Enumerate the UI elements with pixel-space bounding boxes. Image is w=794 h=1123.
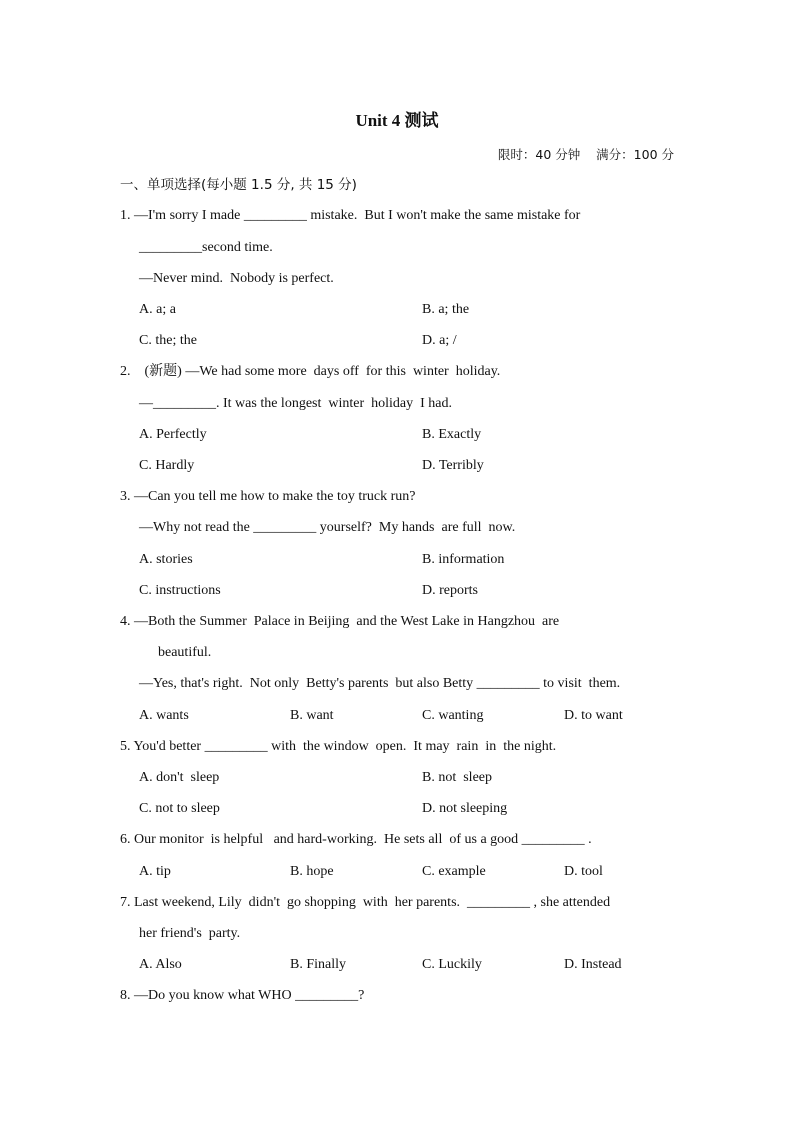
question-3-option-a: A. stories (139, 552, 193, 567)
question-4-option-a: A. wants (139, 708, 189, 723)
question-2-option-c: C. Hardly (139, 458, 195, 473)
question-2-option-d: D. Terribly (422, 458, 484, 473)
question-1-option-a: A. a; a (139, 302, 176, 317)
question-5-line-1: 5. You'd better _________ with the window open. It may rain in the night. (120, 739, 557, 754)
question-8-line-1: 8. —Do you know what WHO _________? (120, 988, 365, 1003)
question-7-option-d: D. Instead (564, 957, 622, 972)
question-4-line-2: beautiful. (158, 645, 212, 660)
question-4-option-c: C. wanting (422, 708, 484, 723)
question-5-option-a: A. don't sleep (139, 770, 220, 785)
question-7-option-b: B. Finally (290, 957, 347, 972)
time-score-info: 限时：40 分钟 满分：100 分 (497, 147, 674, 162)
question-3-option-b: B. information (422, 552, 505, 567)
question-1-option-d: D. a; / (422, 333, 457, 348)
question-7-option-c: C. Luckily (422, 957, 482, 972)
question-3-line-1: 3. —Can you tell me how to make the toy truck run? (120, 489, 416, 504)
question-5-option-b: B. not sleep (422, 770, 492, 785)
question-2-option-b: B. Exactly (422, 427, 482, 442)
question-6-line-1: 6. Our monitor is helpful and hard-working. He sets all of us a good _________ . (120, 832, 592, 847)
question-5-option-c: C. not to sleep (139, 801, 220, 816)
question-2-line-1: 2. (新题) —We had some more days off for this winter holiday. (120, 364, 501, 379)
page-title: Unit 4 测试 (355, 111, 439, 130)
question-7-option-a: A. Also (139, 957, 182, 972)
question-3-option-d: D. reports (422, 583, 478, 598)
question-1-option-c: C. the; the (139, 333, 197, 348)
question-2-line-2: —_________. It was the longest winter holiday I had. (139, 396, 453, 411)
question-6-option-a: A. tip (139, 864, 171, 879)
question-3-option-c: C. instructions (139, 583, 221, 598)
question-3-line-2: —Why not read the _________ yourself? My hands are full now. (139, 520, 516, 535)
question-4-option-d: D. to want (564, 708, 623, 723)
question-6-option-d: D. tool (564, 864, 603, 879)
section-heading: 一、单项选择(每小题 1.5 分, 共 15 分) (120, 177, 357, 193)
question-6-option-b: B. hope (290, 864, 334, 879)
question-1-line-2: _________second time. (139, 240, 273, 255)
question-4-line-3: —Yes, that's right. Not only Betty's parents but also Betty _________ to visit them. (139, 676, 621, 691)
question-1-line-3: —Never mind. Nobody is perfect. (139, 271, 334, 286)
question-1-line-1: 1. —I'm sorry I made _________ mistake. But I won't make the same mistake for (120, 208, 581, 223)
question-6-option-c: C. example (422, 864, 486, 879)
question-2-option-a: A. Perfectly (139, 427, 207, 442)
question-7-line-2: her friend's party. (139, 926, 241, 941)
question-1-option-b: B. a; the (422, 302, 470, 317)
question-4-option-b: B. want (290, 708, 334, 723)
question-5-option-d: D. not sleeping (422, 801, 508, 816)
question-4-line-1: 4. —Both the Summer Palace in Beijing and the West Lake in Hangzhou are (120, 614, 560, 629)
question-7-line-1: 7. Last weekend, Lily didn't go shopping with her parents. _________ , she attended (120, 895, 611, 910)
